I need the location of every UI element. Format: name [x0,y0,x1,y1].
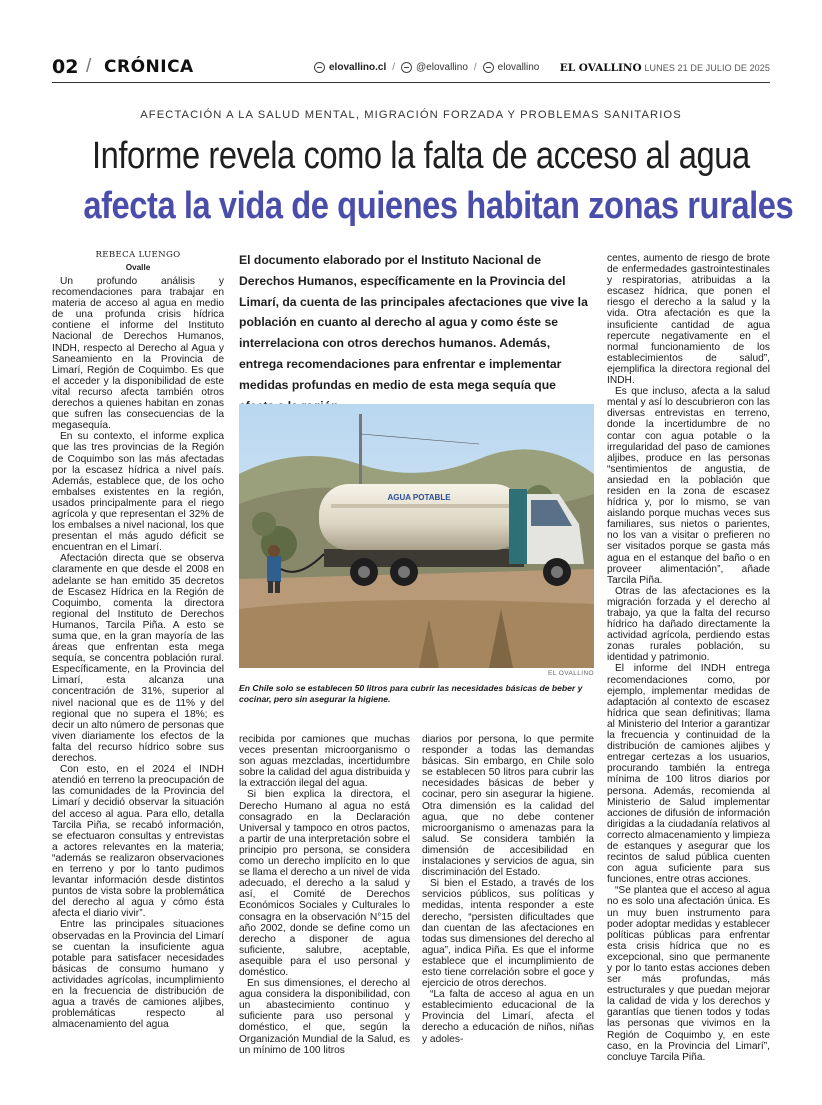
brand-date [560,62,770,74]
header-rule [52,82,770,83]
paragraph: “La falta de acceso al agua en un establecimiento educacional de la Provincia del Limarí, afecta el derecho a educación de niños, niñas y adoles- [422,989,594,1045]
paragraph: Un profundo análisis y recomendaciones para trabajar en materia de acceso al agua en medio de una profunda crisis hídrica contiene el informe del Instituto Nacional de Derechos Humanos, INDH, respecto al Derecho al Agua y Saneamiento en la Provincia de Limarí, Región de Coquimbo. Es que el acceder y la disponibilidad de este vital recurso afecta también otros derechos a quienes habitan en zonas que sufren las consecuencias de la megasequía. [52,276,224,432]
dateline-location: Ovalle [125,263,151,272]
page-header [52,56,770,82]
article-kicker: AFECTACIÓN A LA SALUD MENTAL, MIGRACIÓN FORZADA Y PROBLEMAS SANITARIOS [140,109,682,121]
newspaper-brand: EL OVALLINO [559,62,642,74]
paragraph: “Se plantea que el acceso al agua no es solo una afectación única. Es un muy buen instrumento para poder adoptar medidas y establecer políticas públicas para enfrentar esta crisis hídrica que no es excepcional, sino que permanente y por lo tanto estas acciones deben ser más profundas, más estructurales y que puedan mejorar la calidad de vida y los derechos y garantías que tienen todos y todas las personas que vivimos en la Región de Coquimbo y, en este caso, en la Provincia del Limarí”, concluye Tarcila Piña. [607,885,770,1063]
social-links [314,62,539,73]
facebook-icon [483,62,494,73]
byline [52,250,224,272]
author-name: REBECA LUENGO [95,250,181,260]
paragraph: Otras de las afectaciones es la migración forzada y el derecho al trabajo, ya que la falta del recurso hídrico ha dañado directamente la actividad agrícola, perdiendo estas zonas rurales población, su identidad y patrimonio. [607,585,770,664]
paragraph: Si bien explica la directora, el Derecho Humano al agua no está consagrado en la Declaración Universal y tampoco en otros pactos, a partir de una interpretación sobre el principio pro persona, se considera como un derecho implícito en lo que se llama el derecho a un nivel de vida adecuado, el derecho a la salud y así, el Comité de Derechos Económicos Sociales y Culturales lo consagra en la observación N°15 del año 2002, donde se define como un derecho a disponer de agua suficiente, salubre, aceptable, asequible para el uso personal y doméstico. [239,789,410,978]
paragraph: En su contexto, el informe explica que las tres provincias de la Región de Coquimbo son las más afectadas por la escasez hídrica a nivel país. Además, establece que, de los ocho embalses existentes en la región, usados principalmente para el riego agrícola y que representan el 32% de los embalses a nivel nacional, los que presentan el más agudo déficit se encuentran en el Limarí. [52,431,224,554]
photo-caption: En Chile solo se establecen 50 litros para cubrir las necesidades básicas de beber y cocinar, pero sin asegurar la higiene. [239,683,583,704]
issue-date: LUNES 21 DE JULIO DE 2025 [644,63,770,73]
article-lead: El documento elaborado por el Instituto Nacional de Derechos Humanos, específicamente en la Provincia del Limarí, da cuenta de las principales afectaciones que vive la población en cuanto al derecho al agua y como éste se interrelaciona con otros derechos humanos. Además, entrega recomendaciones para enfrentar e implementar medidas profundas en medio de esta mega sequía que [239,253,588,392]
social-separator: / [392,62,396,73]
twitter-icon [401,62,412,73]
paragraph: recibida por camiones que muchas veces presentan microorganismo o son aguas mezcladas, incertidumbre sobre la calidad del agua distribuida y la extracción ilegal del agua. [239,734,410,790]
tank-text: AGUA POTABLE [387,493,451,502]
headline-line-1: Informe revela como la falta de acceso al agua [91,135,750,177]
photo-credit: EL OVALLINO [548,670,594,677]
paragraph: Si bien el Estado, a través de los servicios públicos, sus políticas y medidas, intenta responder a este derecho, “persisten dificultades que dan cuentan de las afectaciones en todas sus dimensiones del derecho al agua”, indica Piña. Es que el informe establece que el incumplimiento de esto tiene correlación sobre el goce y ejercicio de otros derechos. [422,878,594,990]
facebook-handle[interactable]: elovallino [497,62,540,73]
paragraph: Con esto, en el 2024 el INDH atendió en terreno la preocupación de las comunidades de la Provincia del Limarí y decidió observar la situación del acceso al agua. Para ello, detalla Tarcila Piña, se recabó información, se efectuaron consultas y entrevistas a actores relevantes en la materia; “además se realizaron observaciones en terreno y por lo tanto pudimos levantar información desde distintos puntos de vista sobre la problemática del derecho al agua y cómo ésta afecta el diario vivir”. [52,764,224,920]
twitter-handle[interactable]: @elovallino [416,62,468,73]
social-separator: / [473,62,477,73]
body-column-3 [422,734,594,1045]
body-column-4 [607,253,770,1063]
paragraph: Afectación directa que se observa claramente en que desde el 2008 en adelante se han emitido 35 decretos de Escasez Hídrica en la Región de Coquimbo, comenta la directora regional del Instituto de Derechos Humanos, Tarcila Piña. A esto se suma que, en la gran mayoría de las áreas que enfrentan esta mega sequía, se concentra población rural. Específicamente, en la Provincia del Limarí, esta alcanza una concentración de 31%, superior al nivel nacional que es de 11% y del regional que no supera el 18%; es decir un alto número de personas que viven diariamente los efectos de la falta del recurso hídrico sobre sus derechos. [52,553,224,765]
article-photo [239,404,594,668]
body-column-1 [52,276,224,1030]
headline-line-2: afecta la vida de quienes habitan zonas rurales [83,185,794,227]
paragraph: En sus dimensiones, el derecho al agua considera la disponibilidad, con un abastecimiento continuo y suficiente para uso personal y doméstico, el que, según la Organización Mundial de la Salud, es un mínimo de 100 litros [239,978,410,1056]
globe-icon [314,62,325,73]
paragraph: diarios por persona, lo que permite responder a todas las demandas básicas. Sin embargo, en Chile solo se establecen 50 litros para cubrir las necesidades básicas de beber y cocinar, pero sin asegurar la higiene. Otra dimensión es la calidad del agua, que no debe contener microorganismo o amenazas para la salud. Se considera también la dimensión de accesibilidad en instalaciones y servicios de agua, sin discriminación del Estado. [422,734,594,879]
paragraph: centes, aumento de riesgo de brote de enfermedades gastrointestinales y respiratorias, atribuidas a la escasez hídrica, que ponen el riesgo el derecho a la salud y la vida. Otra afectación es que la insuficiente cantidad de agua repercute negativamente en el normal funcionamiento de los establecimientos de salud”, ejemplifica la directora regional del INDH. [607,253,770,387]
section-name: CRÓNICA [104,57,194,77]
header-separator: / [86,56,92,77]
website-link[interactable]: elovallino.cl [329,62,387,73]
page-number: 02 [52,56,79,78]
paragraph: Entre las principales situaciones observadas en la Provincia del Limarí se cuentan la insuficiente agua potable para satisfacer necesidades básicas de consumo humano y actividades agrícolas, incumplimiento en la frecuencia de distribución de agua a través de camiones aljibes, problemáticas respecto al almacenamiento del agua [52,919,224,1031]
paragraph: Es que incluso, afecta a la salud mental y así lo descubrieron con las diversas entrevistas en terreno, donde la incertidumbre de no contar con agua potable o la irregularidad del paso de camiones aljibes, produce en las personas “sentimientos de angustia, de ansiedad en la población que residen en la zona de escasez hídrica y, por lo mismo, se van aislando porque muchas veces sus familiares, sus nietos o parientes, no los van a visitar o prefieren no ser visitados porque se gasta más agua en el estanque del baño o en proveer alimentación”, añade Tarcila Piña. [607,386,770,586]
body-column-2 [239,734,410,1056]
paragraph: El informe del INDH entrega recomendaciones como, por ejemplo, implementar medidas de adaptación al contexto de escasez hídrica que sean definitivas; llama al Ministerio del Interior a garantizar la frecuencia y continuidad de la distribución de camiones aljibes y entregar certezas a los usuarios, procurando también la entrega mínima de 100 litros diarios por persona. Además, recomienda al Ministerio de Salud implementar acciones de difusión de información dirigidas a la ciudadanía relativos al correcto almacenamiento y limpieza de estanques y asegurar que los recintos de salud pública cuenten con agua suficiente para sus funciones, entre otras acciones. [607,663,770,886]
